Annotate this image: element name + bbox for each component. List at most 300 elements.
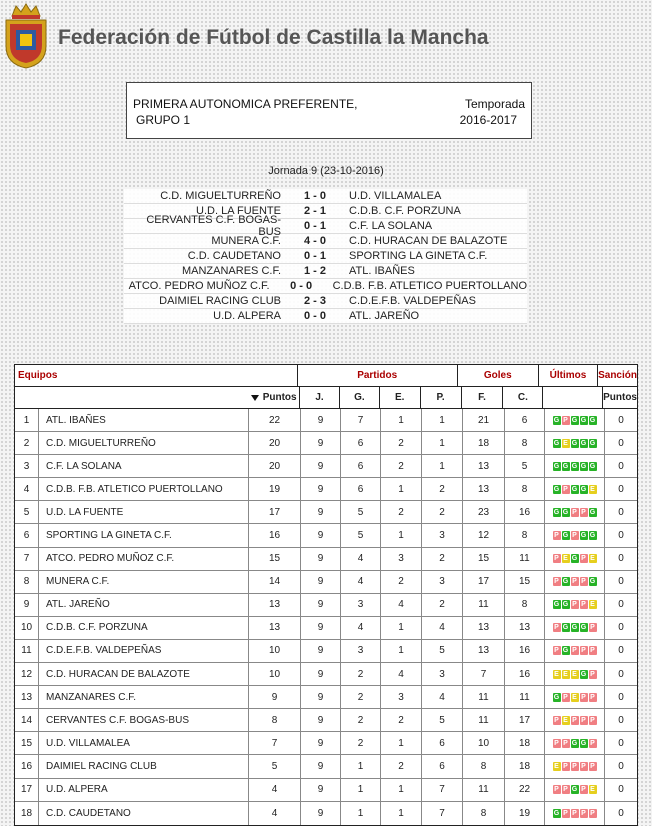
column-sancion-puntos: Puntos [603, 392, 637, 403]
goals-for: 17 [463, 571, 505, 593]
sanction-points: 0 [618, 807, 624, 819]
result-badge: G [589, 439, 596, 447]
match-away: C.D.E.F.B. VALDEPEÑAS [349, 295, 476, 307]
points: 13 [249, 617, 301, 639]
result-badge: G [571, 416, 578, 424]
match-home: C.D. CAUDETANO [187, 250, 281, 262]
match-score: 0 - 0 [290, 280, 313, 292]
match-away: C.D. HURACAN DE BALAZOTE [349, 235, 508, 247]
points: 7 [249, 732, 301, 754]
standings-rows [15, 409, 637, 825]
result-badge: P [554, 739, 559, 747]
played: 9 [301, 663, 341, 685]
result-badge: G [562, 508, 569, 516]
result-badge: P [590, 716, 595, 724]
won: 1 [341, 779, 381, 801]
goals-for: 21 [463, 409, 505, 431]
last-results [545, 802, 605, 825]
match-row [124, 279, 527, 294]
team-name[interactable]: C.D.B. F.B. ATLETICO PUERTOLLANO [39, 478, 249, 500]
team-name[interactable]: C.D.B. C.F. PORZUNA [39, 617, 249, 639]
result-badge: G [571, 786, 578, 794]
match-row [124, 214, 527, 238]
last-results [545, 779, 605, 801]
match-away: C.F. LA SOLANA [349, 220, 433, 232]
goals-against: 16 [505, 663, 545, 685]
position: 16 [15, 755, 39, 777]
sanction-points: 0 [618, 784, 624, 796]
team-name[interactable]: C.D. MIGUELTURREÑO [39, 432, 249, 454]
result-badge: G [571, 462, 578, 470]
drawn: 2 [381, 755, 422, 777]
played: 9 [301, 478, 341, 500]
position: 2 [15, 432, 39, 454]
result-badge: E [563, 716, 568, 724]
match-home: MUNERA C.F. [211, 235, 281, 247]
result-badge: P [581, 693, 586, 701]
position: 9 [15, 594, 39, 616]
team-name[interactable]: C.D. CAUDETANO [39, 802, 249, 825]
result-badge: P [554, 786, 559, 794]
points: 13 [249, 594, 301, 616]
table-row [15, 432, 637, 455]
goals-against: 5 [505, 455, 545, 477]
points: 20 [249, 432, 301, 454]
result-badge: G [553, 416, 560, 424]
table-row [15, 548, 637, 571]
won: 6 [341, 455, 381, 477]
match-score: 1 - 0 [303, 190, 326, 202]
position: 7 [15, 548, 39, 570]
table-row [15, 779, 637, 802]
lost: 6 [422, 755, 463, 777]
match-score: 0 - 0 [303, 310, 326, 322]
match-row [124, 294, 527, 309]
won: 5 [341, 501, 381, 523]
drawn: 1 [381, 617, 422, 639]
result-badge: P [563, 786, 568, 794]
played: 9 [301, 617, 341, 639]
match-score: 0 - 1 [303, 220, 326, 232]
result-badge: G [589, 416, 596, 424]
played: 9 [301, 755, 341, 777]
goals-against: 16 [505, 640, 545, 662]
jornada-title: Jornada 9 (23-10-2016) [268, 165, 384, 177]
lost: 3 [422, 571, 463, 593]
drawn: 1 [381, 640, 422, 662]
sanction-points: 0 [618, 576, 624, 588]
match-row [124, 234, 527, 249]
played: 9 [301, 524, 341, 546]
result-badge: P [563, 416, 568, 424]
result-badge: P [581, 716, 586, 724]
column-p[interactable]: P. [421, 387, 462, 408]
lost: 1 [422, 432, 463, 454]
table-row [15, 802, 637, 825]
table-row [15, 478, 637, 501]
lost: 5 [422, 640, 463, 662]
team-name[interactable]: C.F. LA SOLANA [39, 455, 249, 477]
goals-for: 15 [463, 548, 505, 570]
result-badge: G [553, 601, 560, 609]
points: 14 [249, 571, 301, 593]
won: 4 [341, 617, 381, 639]
competition-group: GRUPO 1 [136, 113, 191, 127]
match-score: 0 - 1 [303, 250, 326, 262]
played: 9 [301, 686, 341, 708]
last-results [545, 432, 605, 454]
won: 5 [341, 524, 381, 546]
result-badge: P [554, 578, 559, 586]
drawn: 3 [381, 548, 422, 570]
points: 5 [249, 755, 301, 777]
team-name[interactable]: ATL. JAREÑO [39, 594, 249, 616]
result-badge: P [590, 762, 595, 770]
result-badge: G [580, 416, 587, 424]
position: 15 [15, 732, 39, 754]
result-badge: P [572, 532, 577, 540]
match-row [124, 249, 527, 264]
match-row [124, 309, 527, 324]
goals-for: 13 [463, 617, 505, 639]
column-puntos[interactable]: Puntos [248, 387, 300, 408]
table-row [15, 617, 637, 640]
result-badge: G [589, 532, 596, 540]
goals-for: 11 [463, 594, 505, 616]
sanction-points: 0 [618, 530, 624, 542]
played: 9 [301, 802, 341, 825]
result-badge: P [563, 485, 568, 493]
match-home: DAIMIEL RACING CLUB [159, 295, 281, 307]
team-name[interactable]: U.D. VILLAMALEA [39, 732, 249, 754]
column-f[interactable]: F. [462, 387, 504, 408]
points: 10 [249, 640, 301, 662]
last-results [545, 594, 605, 616]
played: 9 [301, 640, 341, 662]
team-name[interactable]: ATL. IBAÑES [39, 409, 249, 431]
lost: 2 [422, 594, 463, 616]
column-e[interactable]: E. [380, 387, 421, 408]
points: 17 [249, 501, 301, 523]
match-row [124, 189, 527, 204]
position: 11 [15, 640, 39, 662]
team-name[interactable]: CERVANTES C.F. BOGAS-BUS [39, 709, 249, 731]
points: 4 [249, 779, 301, 801]
result-badge: G [580, 670, 587, 678]
played: 9 [301, 548, 341, 570]
won: 2 [341, 732, 381, 754]
header-equipos: Equipos [15, 365, 298, 386]
goals-against: 16 [505, 501, 545, 523]
goals-for: 23 [463, 501, 505, 523]
goals-for: 12 [463, 524, 505, 546]
match-score: 2 - 3 [303, 295, 326, 307]
points: 4 [249, 802, 301, 825]
drawn: 1 [381, 802, 422, 825]
team-name[interactable]: C.D. HURACAN DE BALAZOTE [39, 663, 249, 685]
column-c[interactable]: C. [503, 387, 543, 408]
match-home: C.D. MIGUELTURREÑO [160, 190, 281, 202]
result-badge: P [581, 647, 586, 655]
sanction-points: 0 [618, 414, 624, 426]
result-badge: P [554, 624, 559, 632]
goals-against: 8 [505, 594, 545, 616]
lost: 7 [422, 779, 463, 801]
sanction-points: 0 [618, 483, 624, 495]
points: 8 [249, 709, 301, 731]
sanction-points: 0 [618, 760, 624, 772]
result-badge: E [554, 762, 559, 770]
match-home: ATCO. PEDRO MUÑOZ C.F. [128, 280, 270, 292]
result-badge: G [571, 739, 578, 747]
won: 4 [341, 571, 381, 593]
last-results [545, 478, 605, 500]
drawn: 4 [381, 663, 422, 685]
position: 4 [15, 478, 39, 500]
result-badge: G [571, 555, 578, 563]
drawn: 3 [381, 686, 422, 708]
sanction-points: 0 [618, 506, 624, 518]
table-row [15, 686, 637, 709]
sanction-points: 0 [618, 714, 624, 726]
match-home: U.D. ALPERA [213, 310, 281, 322]
drawn: 1 [381, 732, 422, 754]
result-badge: P [572, 716, 577, 724]
last-results [545, 455, 605, 477]
match-away: C.D.B. C.F. PORZUNA [349, 205, 461, 217]
result-badge: G [580, 462, 587, 470]
result-badge: E [563, 439, 568, 447]
header-ultimos: Últimos [539, 365, 598, 386]
goals-against: 15 [505, 571, 545, 593]
match-score: 2 - 1 [303, 205, 326, 217]
match-away: ATL. IBAÑES [349, 265, 415, 277]
won: 2 [341, 709, 381, 731]
sort-desc-icon [251, 395, 259, 401]
position: 8 [15, 571, 39, 593]
table-row [15, 640, 637, 663]
standings-table [14, 364, 638, 826]
last-results [545, 571, 605, 593]
points: 16 [249, 524, 301, 546]
won: 2 [341, 686, 381, 708]
table-row [15, 524, 637, 547]
result-badge: P [581, 578, 586, 586]
played: 9 [301, 455, 341, 477]
table-row [15, 709, 637, 732]
result-badge: G [553, 462, 560, 470]
result-badge: P [590, 693, 595, 701]
result-badge: G [580, 624, 587, 632]
page-header [0, 0, 652, 75]
result-badge: G [562, 462, 569, 470]
table-column-header [15, 387, 637, 409]
result-badge: E [590, 485, 595, 493]
last-results [545, 640, 605, 662]
sanction-points: 0 [618, 460, 624, 472]
result-badge: P [590, 624, 595, 632]
last-results [545, 617, 605, 639]
team-name[interactable]: U.D. LA FUENTE [39, 501, 249, 523]
result-badge: P [572, 601, 577, 609]
match-results [124, 189, 527, 324]
sanction-points: 0 [618, 691, 624, 703]
result-badge: E [590, 601, 595, 609]
goals-for: 8 [463, 755, 505, 777]
team-name[interactable]: SPORTING LA GINETA C.F. [39, 524, 249, 546]
drawn: 1 [381, 524, 422, 546]
played: 9 [301, 594, 341, 616]
won: 3 [341, 640, 381, 662]
goals-for: 11 [463, 686, 505, 708]
result-badge: E [563, 670, 568, 678]
header-sancion: Sanción [598, 370, 637, 381]
result-badge: G [580, 485, 587, 493]
won: 1 [341, 755, 381, 777]
competition-name: PRIMERA AUTONOMICA PREFERENTE, [133, 97, 358, 111]
goals-against: 11 [505, 548, 545, 570]
table-row [15, 571, 637, 594]
won: 6 [341, 432, 381, 454]
goals-for: 11 [463, 779, 505, 801]
last-results [545, 663, 605, 685]
table-row [15, 755, 637, 778]
won: 3 [341, 594, 381, 616]
result-badge: P [572, 762, 577, 770]
result-badge: P [554, 555, 559, 563]
lost: 1 [422, 409, 463, 431]
result-badge: P [581, 555, 586, 563]
goals-for: 8 [463, 802, 505, 825]
position: 3 [15, 455, 39, 477]
lost: 5 [422, 709, 463, 731]
position: 14 [15, 709, 39, 731]
won: 6 [341, 478, 381, 500]
sanction-points: 0 [618, 599, 624, 611]
team-name[interactable]: U.D. ALPERA [39, 779, 249, 801]
result-badge: P [590, 809, 595, 817]
drawn: 1 [381, 779, 422, 801]
result-badge: G [553, 439, 560, 447]
played: 9 [301, 409, 341, 431]
goals-for: 11 [463, 709, 505, 731]
lost: 4 [422, 686, 463, 708]
sanction-points: 0 [618, 553, 624, 565]
match-row [124, 264, 527, 279]
position: 12 [15, 663, 39, 685]
match-away: SPORTING LA GINETA C.F. [349, 250, 488, 262]
goals-against: 18 [505, 755, 545, 777]
drawn: 2 [381, 501, 422, 523]
team-name[interactable]: MUNERA C.F. [39, 571, 249, 593]
result-badge: G [553, 809, 560, 817]
result-badge: P [590, 647, 595, 655]
last-results [545, 409, 605, 431]
result-badge: E [590, 555, 595, 563]
lost: 2 [422, 478, 463, 500]
goals-for: 13 [463, 640, 505, 662]
result-badge: P [572, 809, 577, 817]
goals-against: 18 [505, 732, 545, 754]
sanction-points: 0 [618, 737, 624, 749]
drawn: 2 [381, 455, 422, 477]
result-badge: P [554, 716, 559, 724]
table-row [15, 663, 637, 686]
goals-against: 22 [505, 779, 545, 801]
goals-for: 7 [463, 663, 505, 685]
goals-against: 17 [505, 709, 545, 731]
team-name[interactable]: DAIMIEL RACING CLUB [39, 755, 249, 777]
header-partidos: Partidos [298, 365, 458, 386]
last-results [545, 686, 605, 708]
last-results [545, 732, 605, 754]
result-badge: P [563, 739, 568, 747]
column-g[interactable]: G. [340, 387, 380, 408]
played: 9 [301, 709, 341, 731]
goals-for: 18 [463, 432, 505, 454]
match-away: U.D. VILLAMALEA [349, 190, 442, 202]
drawn: 2 [381, 432, 422, 454]
result-badge: P [554, 647, 559, 655]
team-name[interactable]: ATCO. PEDRO MUÑOZ C.F. [39, 548, 249, 570]
result-badge: P [572, 508, 577, 516]
result-badge: G [562, 624, 569, 632]
result-badge: G [580, 739, 587, 747]
last-results [545, 548, 605, 570]
column-j[interactable]: J. [300, 387, 340, 408]
result-badge: E [563, 555, 568, 563]
result-badge: E [554, 670, 559, 678]
sanction-points: 0 [618, 668, 624, 680]
played: 9 [301, 779, 341, 801]
table-row [15, 501, 637, 524]
result-badge: G [580, 532, 587, 540]
result-badge: G [571, 624, 578, 632]
points: 9 [249, 686, 301, 708]
result-badge: G [589, 578, 596, 586]
match-home: MANZANARES C.F. [181, 265, 281, 277]
result-badge: G [553, 485, 560, 493]
drawn: 1 [381, 478, 422, 500]
result-badge: P [581, 601, 586, 609]
result-badge: P [563, 762, 568, 770]
table-row [15, 594, 637, 617]
lost: 2 [422, 548, 463, 570]
result-badge: G [589, 462, 596, 470]
result-badge: P [572, 578, 577, 586]
position: 18 [15, 802, 39, 825]
result-badge: P [581, 786, 586, 794]
drawn: 2 [381, 571, 422, 593]
played: 9 [301, 732, 341, 754]
result-badge: E [572, 693, 577, 701]
match-score: 1 - 2 [303, 265, 326, 277]
lost: 6 [422, 732, 463, 754]
points: 15 [249, 548, 301, 570]
result-badge: P [581, 508, 586, 516]
result-badge: G [562, 532, 569, 540]
goals-against: 6 [505, 409, 545, 431]
team-name[interactable]: C.D.E.F.B. VALDEPEÑAS [39, 640, 249, 662]
team-name[interactable]: MANZANARES C.F. [39, 686, 249, 708]
competition-info [126, 82, 532, 139]
match-home: CERVANTES C.F. BOGAS-BUS [146, 214, 281, 238]
result-badge: G [562, 578, 569, 586]
goals-against: 13 [505, 617, 545, 639]
lost: 3 [422, 524, 463, 546]
result-badge: G [562, 647, 569, 655]
goals-against: 19 [505, 802, 545, 825]
